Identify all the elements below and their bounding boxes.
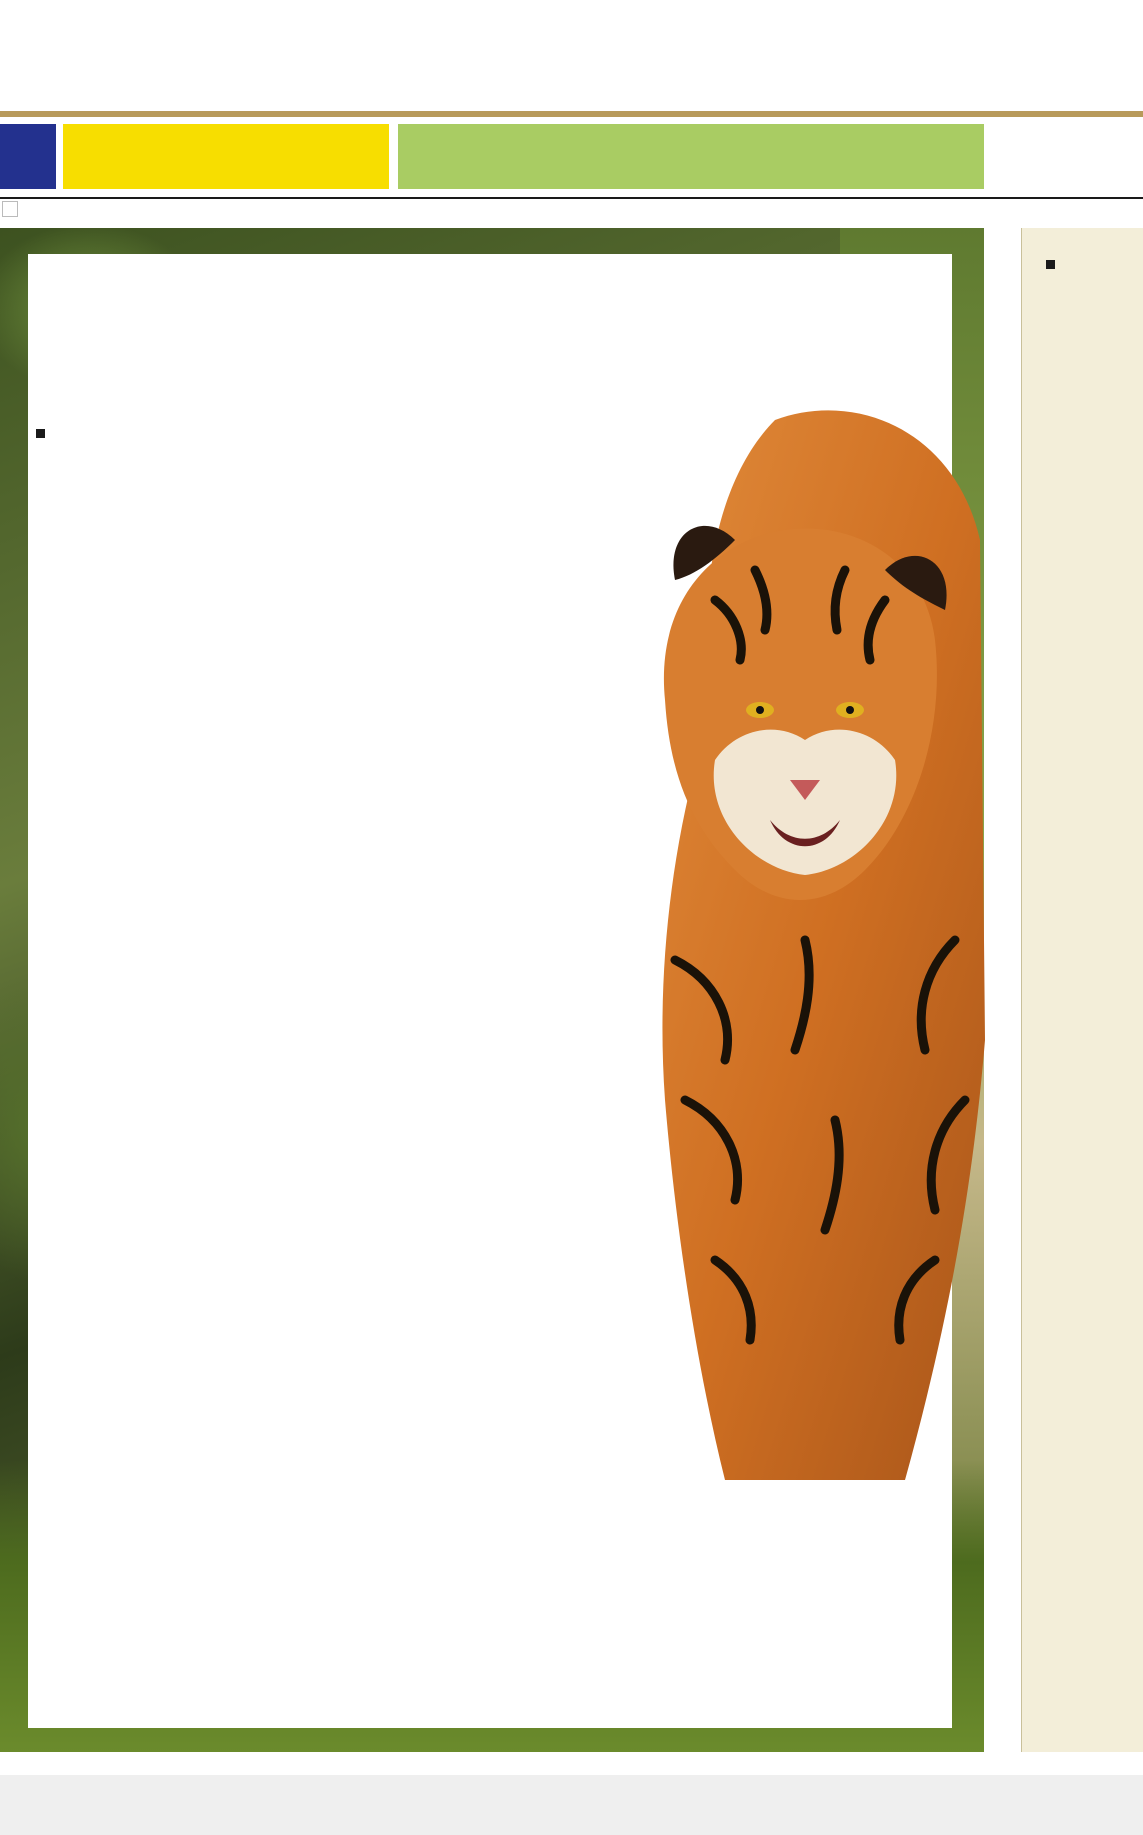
sidebar-article [1021, 228, 1143, 1752]
tiger-image [655, 400, 985, 1480]
section-title [63, 124, 389, 189]
gold-divider [0, 111, 1143, 117]
masthead [0, 0, 1143, 108]
sidebar-byline [1046, 256, 1059, 272]
article-column-1 [37, 460, 472, 462]
footer [0, 1775, 1143, 1835]
corner-marker [2, 201, 18, 217]
page-number-box [0, 124, 56, 189]
sidebar-byline-square-icon [1046, 260, 1055, 269]
black-divider [0, 197, 1143, 199]
author-byline [36, 425, 50, 441]
byline-square-icon [36, 429, 45, 438]
section-tagline [398, 124, 984, 189]
